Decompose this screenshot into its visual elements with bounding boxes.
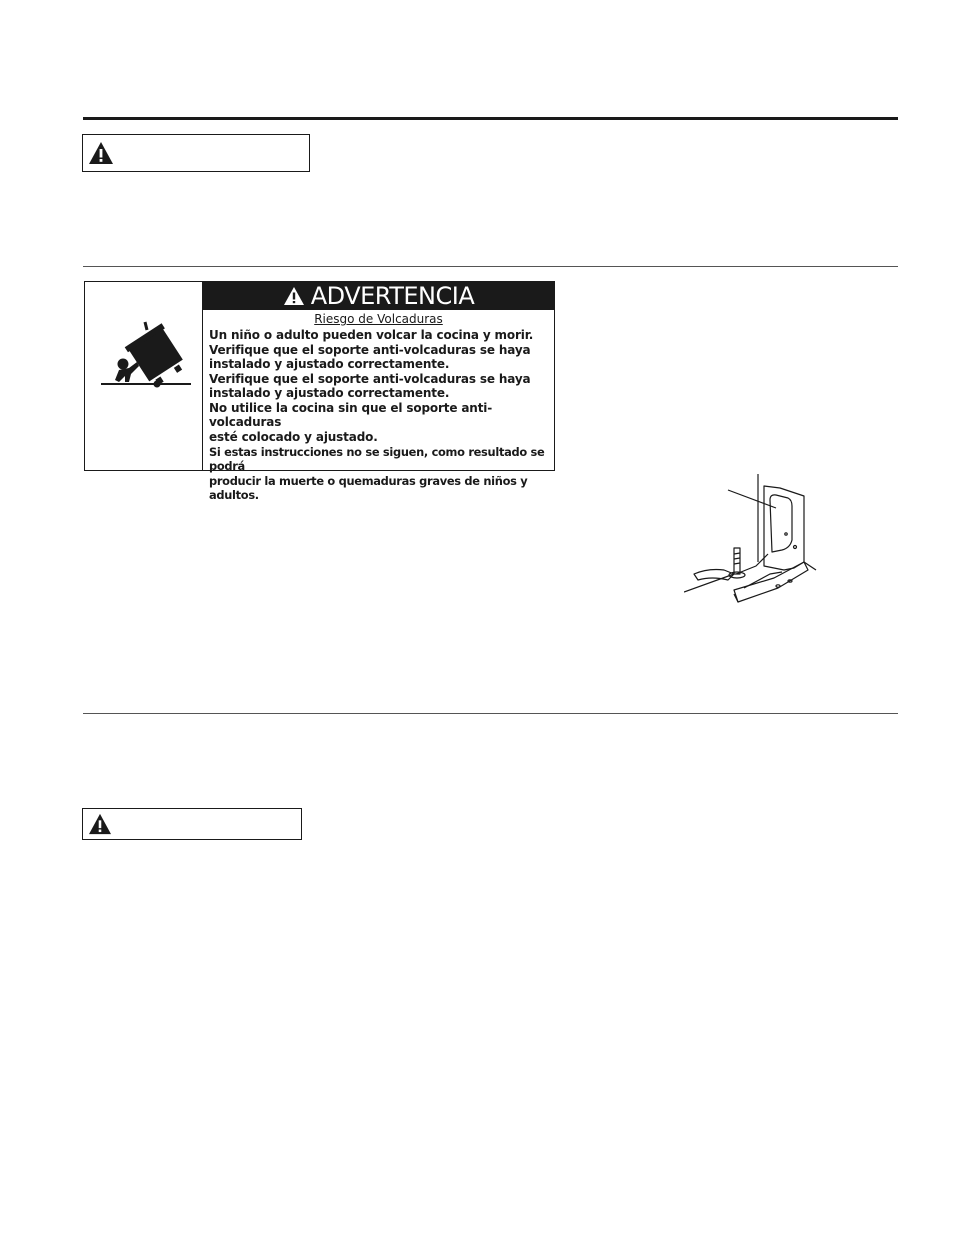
top-rule	[83, 117, 898, 120]
warning-line: instalado y ajustado correctamente.	[209, 386, 450, 400]
warning-text	[203, 310, 554, 502]
warning-triangle-icon	[88, 141, 114, 165]
warning-pictogram	[85, 282, 203, 470]
warning-body	[203, 282, 554, 502]
section-divider	[83, 713, 898, 714]
warning-header	[203, 282, 554, 310]
warning-triangle-icon	[283, 286, 305, 306]
tip-over-warning-panel	[84, 281, 555, 502]
caution-label-top	[82, 134, 310, 172]
warning-subtitle: Riesgo de Volcaduras	[314, 312, 443, 326]
caution-label-bottom	[82, 808, 302, 840]
warning-line: esté colocado y ajustado.	[209, 429, 378, 444]
warning-consequence-line: producir la muerte o quemaduras graves de niños y adultos.	[209, 474, 528, 502]
warning-consequence-line: Si estas instrucciones no se siguen, como resultado se podrá	[209, 445, 545, 473]
section-divider	[83, 266, 898, 267]
warning-line: Un niño o adulto pueden volcar la cocina y morir.	[209, 328, 534, 342]
warning-line: Verifique que el soporte anti-volcaduras se haya	[209, 342, 531, 357]
child-tipping-range-icon	[99, 316, 191, 388]
warning-line: Verifique que el soporte anti-volcaduras se haya	[209, 371, 531, 386]
warning-line: instalado y ajustado correctamente.	[209, 357, 450, 371]
warning-title: ADVERTENCIA	[310, 282, 475, 310]
anti-tip-bracket-illustration	[684, 470, 820, 610]
warning-triangle-icon	[88, 813, 112, 835]
warning-line: No utilice la cocina sin que el soporte anti-volcaduras	[209, 400, 493, 429]
